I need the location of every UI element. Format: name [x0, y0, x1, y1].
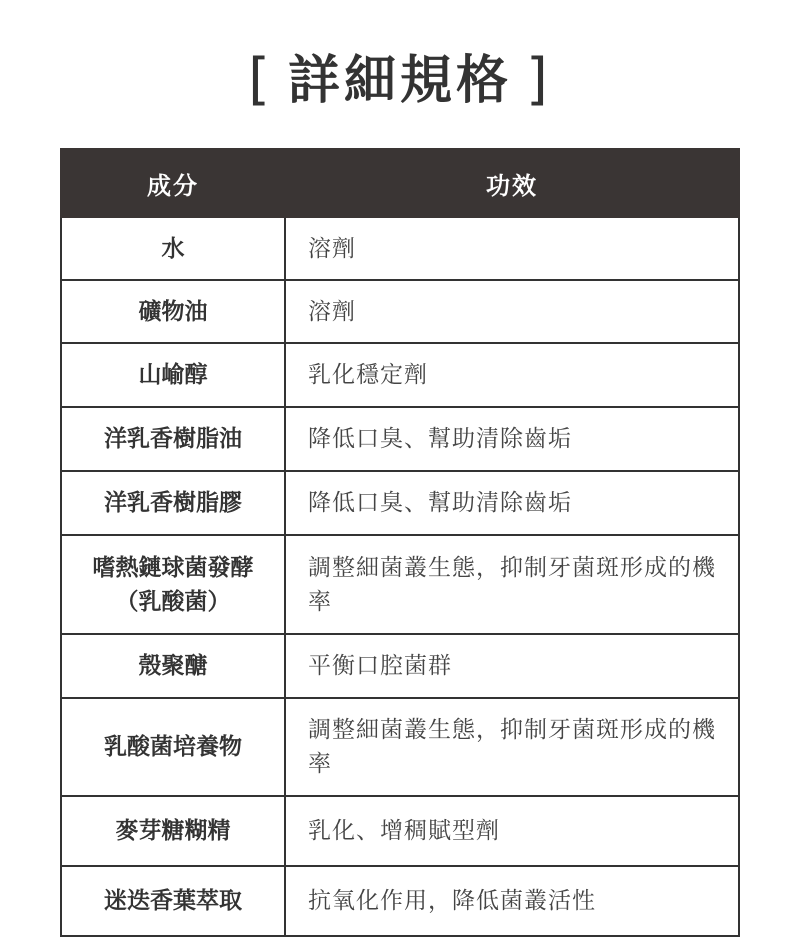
ingredient-line: 嗜熱鏈球菌發酵: [92, 554, 254, 581]
ingredient-cell: 礦物油: [61, 280, 285, 343]
table-row: [61, 280, 739, 343]
page-title: [0, 40, 800, 121]
ingredient-cell: 洋乳香樹脂油: [61, 407, 285, 471]
ingredient-cell: 洋乳香樹脂膠: [61, 471, 285, 535]
ingredient-cell: 迷迭香葉萃取: [61, 866, 285, 936]
ingredient-cell: 殼聚醣: [61, 634, 285, 698]
table-row: [61, 217, 739, 280]
table-row: [61, 698, 739, 796]
spec-table: [60, 148, 740, 937]
table-row: [61, 796, 739, 866]
title-text: 詳細規格: [287, 51, 512, 111]
table-row: [61, 471, 739, 535]
header-ingredient: 成分: [61, 149, 285, 217]
ingredient-cell: [61, 535, 285, 634]
effect-cell: 乳化穩定劑: [285, 343, 739, 407]
effect-cell: 溶劑: [285, 280, 739, 343]
header-effect: 功效: [285, 149, 739, 217]
effect-cell: 調整細菌叢生態，抑制牙菌斑形成的機率: [285, 698, 739, 796]
table-row: [61, 535, 739, 634]
title-open-bracket: [: [248, 47, 274, 112]
effect-cell: 乳化、增稠賦型劑: [285, 796, 739, 866]
title-close-bracket: ]: [526, 47, 552, 112]
table-row: [61, 407, 739, 471]
effect-cell: 抗氧化作用，降低菌叢活性: [285, 866, 739, 936]
ingredient-cell: 麥芽糖糊精: [61, 796, 285, 866]
effect-cell: 調整細菌叢生態，抑制牙菌斑形成的機率: [285, 535, 739, 634]
table-row: [61, 866, 739, 936]
effect-cell: 平衡口腔菌群: [285, 634, 739, 698]
ingredient-cell: 水: [61, 217, 285, 280]
ingredient-cell: 山崳醇: [61, 343, 285, 407]
effect-cell: 降低口臭、幫助清除齒垢: [285, 407, 739, 471]
ingredient-cell: 乳酸菌培養物: [61, 698, 285, 796]
table-row: [61, 343, 739, 407]
effect-cell: 降低口臭、幫助清除齒垢: [285, 471, 739, 535]
ingredient-line-2: （乳酸菌）: [115, 588, 231, 615]
effect-cell: 溶劑: [285, 217, 739, 280]
table-header-row: [61, 149, 739, 217]
table-row: [61, 634, 739, 698]
